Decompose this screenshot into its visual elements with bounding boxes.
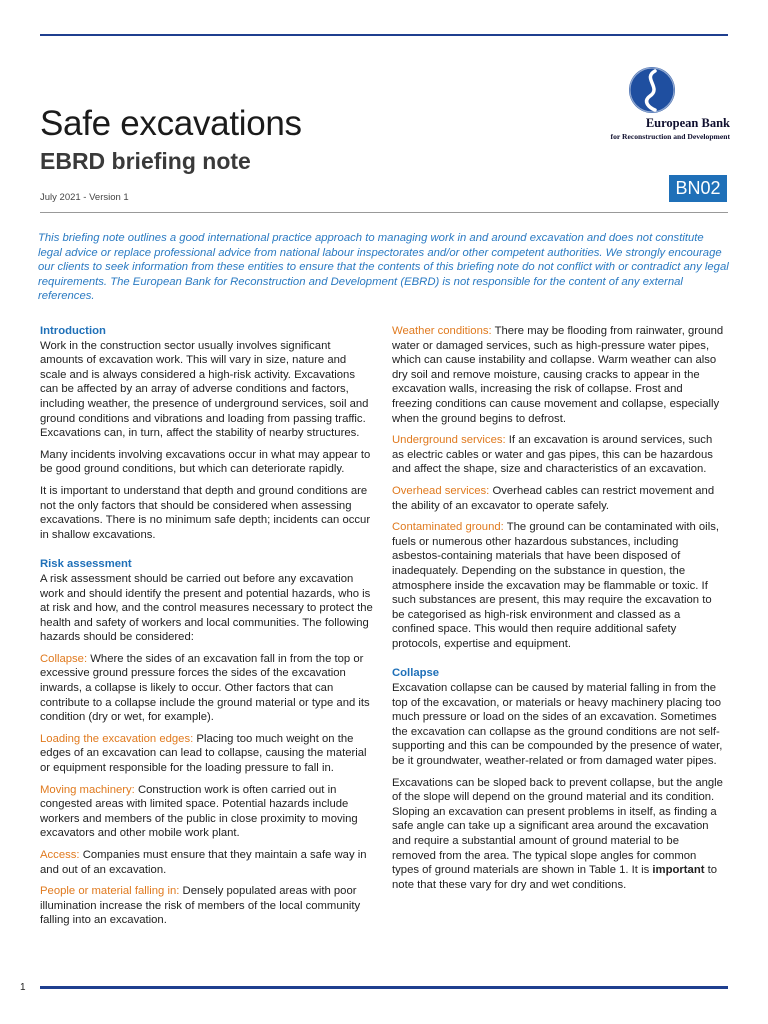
header-divider xyxy=(40,212,728,213)
emphasis-important: important xyxy=(652,864,705,877)
hazard-text: If an excavation is around services, such as electric cables or water and gas pipes, this can be hazardous and affect the shape, size and characteristics of an excavation. xyxy=(392,434,713,476)
logo-name: European Bank xyxy=(645,116,730,130)
collapse-heading: Collapse xyxy=(392,667,440,680)
hazard-falling-in xyxy=(40,884,373,928)
risk-assessment-paragraph: A risk assessment should be carried out before any excavation work and should identify the present and potential hazards, who is at risk and how, and the control measures necessary to protect the health and safety of workers and local communities. The following hazards should be considered: xyxy=(40,572,373,644)
hazard-access xyxy=(40,848,373,877)
hazard-label: Access: xyxy=(40,849,80,861)
hazard-moving-machinery xyxy=(40,783,373,841)
document-code-badge: BN02 xyxy=(669,175,727,202)
ebrd-logo xyxy=(578,66,730,144)
logo-subtitle: for Reconstruction and Development xyxy=(610,132,730,141)
hazard-text: Overhead cables can restrict movement and the ability of an excavator to operate safely. xyxy=(392,484,715,512)
disclaimer-intro: This briefing note outlines a good international practice approach to managing work in and around excavation and does not constitute legal advice or replace professional advice from national labour inspectorates and/or other competent authorities. We strongly encourage our clients to seek information from these entities to ensure that the contents of this briefing note do not conflict with or contradict any legal requirements. The European Bank for Reconstruction and Development (EBRD) is not responsible for the content of any external references. xyxy=(38,232,729,303)
hazard-label: Contaminated ground: xyxy=(392,521,504,534)
left-column xyxy=(40,324,373,935)
hazard-label: Weather conditions: xyxy=(392,325,492,337)
hazard-label: Collapse: xyxy=(40,652,88,665)
hazard-label: People or material falling in: xyxy=(40,885,180,898)
document-title: Safe excavations xyxy=(40,104,302,143)
hazard-text: Placing too much weight on the edges of an excavation can lead to collapse, causing the material or equipment responsible for the loading pressure to fall in. xyxy=(40,732,367,775)
introduction-paragraph-3: It is important to understand that depth and ground conditions are not the only factors that should be considered when assessing excavations. There is no minimum safe depth; incidents can occur in shallow excavations. xyxy=(40,484,371,541)
hazard-text: Where the sides of an excavation fall in from the top or excessive ground pressure forces the sides of the excavation inwards, a collapse is likely to occur. Other factors that can contribute to a collapse include the ground material or type and its condition (dry or wet, for example). xyxy=(40,652,370,724)
top-rule xyxy=(40,34,728,36)
introduction-paragraph-2: Many incidents involving excavations occur in what may appear to be good ground conditions, but which can deteriorate rapidly. xyxy=(40,448,371,476)
hazard-text: Construction work is often carried out in congested areas with limited space. Potential hazards include workers and members of the public in close proximity to moving excavators and other mobile work plant. xyxy=(40,783,358,840)
hazard-weather xyxy=(392,324,725,426)
collapse-text: Excavations can be sloped back to prevent collapse, but the angle of the slope will depend on the ground material and its condition. Sloping an excavation can present problems in itself, as finding a safe angle can take up a significant area around the excavation and require a substantial amount of ground material to be removed from the area. The typical slope angles for common types of ground materials are shown in Table 1. It is xyxy=(392,776,723,877)
hazard-label: Loading the excavation edges: xyxy=(40,732,194,745)
document-date: July 2021 - Version 1 xyxy=(40,192,129,203)
introduction-paragraph-1: Work in the construction sector usually involves significant amounts of excavation work. This will vary in size, nature and scale and is always considered a high-risk activity. Excavations can be affected by an array of adverse conditions and factors, including weather, the presence of underground services, soil and ground conditions and vibrations and loading from passing traffic. Excavations can, in turn, affect the stability of nearby structures. xyxy=(40,339,369,440)
collapse-text: to note that these vary for dry and wet conditions. xyxy=(392,864,718,891)
risk-assessment-heading: Risk assessment xyxy=(40,558,132,571)
hazard-loading xyxy=(40,732,373,776)
hazard-label: Underground services: xyxy=(392,434,506,447)
hazard-text: Densely populated areas with poor illumination increase the risk of members of the local community falling into an excavation. xyxy=(40,885,361,927)
collapse-paragraph-2 xyxy=(392,776,725,893)
bottom-rule xyxy=(40,986,728,989)
collapse-paragraph-1: Excavation collapse can be caused by material falling in from the top of the excavation, or materials or heavy machinery placing too much pressure or load on the sides of an excavation. Sometimes the excavation can collapse as the ground conditions are not self-supporting and this can be compounded by the presence of water, be it groundwater, weather-related or from damaged water pipes. xyxy=(392,682,723,768)
page-number: 1 xyxy=(20,982,26,993)
hazard-contaminated-ground xyxy=(392,520,725,651)
hazard-label: Overhead services: xyxy=(392,484,490,497)
hazard-label: Moving machinery: xyxy=(40,783,135,796)
hazard-text: The ground can be contaminated with oils, fuels or numerous other hazardous substances, including asbestos-containing materials that have been disposed of inadequately. Depending on the substance in question, the atmosphere inside the excavation may be flammable or toxic. If such substances are present, this may require the excavation to be categorised as high-risk environment and classed as a confined space. This would then require additional safety protocols, expertise and equipment. xyxy=(392,521,719,650)
document-subtitle: EBRD briefing note xyxy=(40,148,251,174)
hazard-text: There may be flooding from rainwater, ground water or damaged services, such as high-pressure water pipes, which can cause instability and collapse. Warm weather can also dry soil and remove moisture, causing cracks to appear in the excavation walls, increasing the risk of collapse. Frost and freezing conditions can cause movement and collapse, especially when the ground begins to defrost. xyxy=(392,325,724,425)
ebrd-emblem-icon xyxy=(628,66,676,114)
hazard-collapse xyxy=(40,652,373,725)
hazard-text: Companies must ensure that they maintain a safe way in and out of an excavation. xyxy=(40,849,367,876)
hazard-overhead-services xyxy=(392,484,725,513)
hazard-underground-services xyxy=(392,433,725,477)
introduction-heading: Introduction xyxy=(40,325,106,337)
right-column xyxy=(392,324,725,899)
